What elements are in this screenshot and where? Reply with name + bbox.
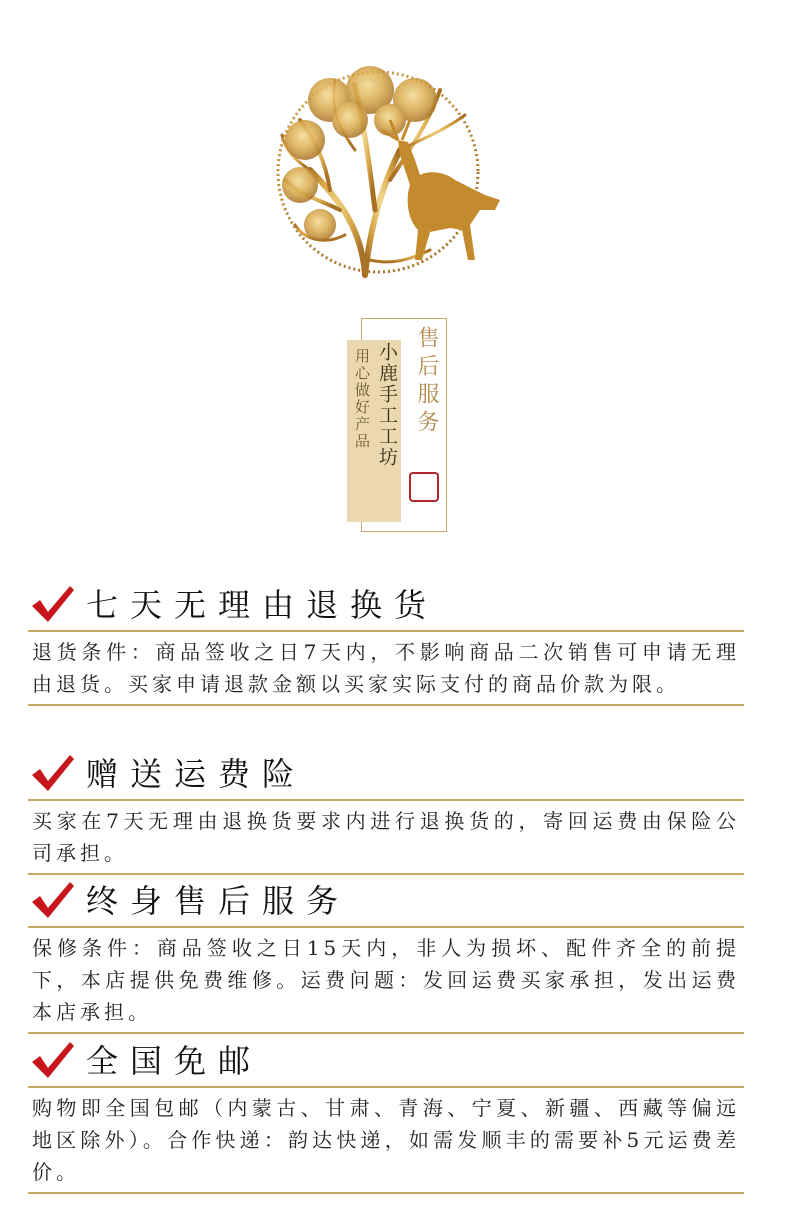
brand-slogan: 用心做好产品 (353, 348, 371, 450)
section-shipping-insurance (28, 747, 744, 875)
section-title: 七天无理由退换货 (86, 586, 439, 624)
section-body: 购物即全国包邮（内蒙古、甘肃、青海、宁夏、新疆、西藏等偏远地区除外）。合作快递：韵达快递，如需发顺丰的需要补5元运费差价。 (32, 1096, 740, 1184)
checkmark-icon (30, 584, 76, 624)
checkmark-icon (30, 1040, 76, 1080)
service-title: 售后服务 (414, 326, 439, 438)
section-body: 买家在7天无理由退换货要求内进行退换货的，寄回运费由保险公司承担。 (32, 809, 740, 865)
brand-vertical-block (347, 318, 447, 533)
divider (28, 1192, 744, 1194)
section-free-shipping (28, 1034, 744, 1194)
checkmark-icon (30, 753, 76, 793)
section-title: 全国免邮 (86, 1042, 263, 1080)
section-lifetime-service (28, 874, 744, 1034)
tree-deer-logo-icon (270, 60, 510, 295)
divider (28, 704, 744, 706)
checkmark-icon (30, 880, 76, 920)
brand-shop-name: 小鹿手工工坊 (376, 342, 398, 468)
section-body: 退货条件：商品签收之日7天内，不影响商品二次销售可申请无理由退货。买家申请退款金额以买家实际支付的商品价款为限。 (32, 640, 740, 696)
section-seven-day-return (28, 578, 744, 706)
section-title: 赠送运费险 (86, 755, 307, 793)
section-title: 终身售后服务 (86, 882, 351, 920)
section-body: 保修条件：商品签收之日15天内，非人为损坏、配件齐全的前提下，本店提供免费维修。运费问题：发回运费买家承担，发出运费本店承担。 (32, 936, 740, 1024)
seal-stamp-icon (409, 472, 439, 502)
